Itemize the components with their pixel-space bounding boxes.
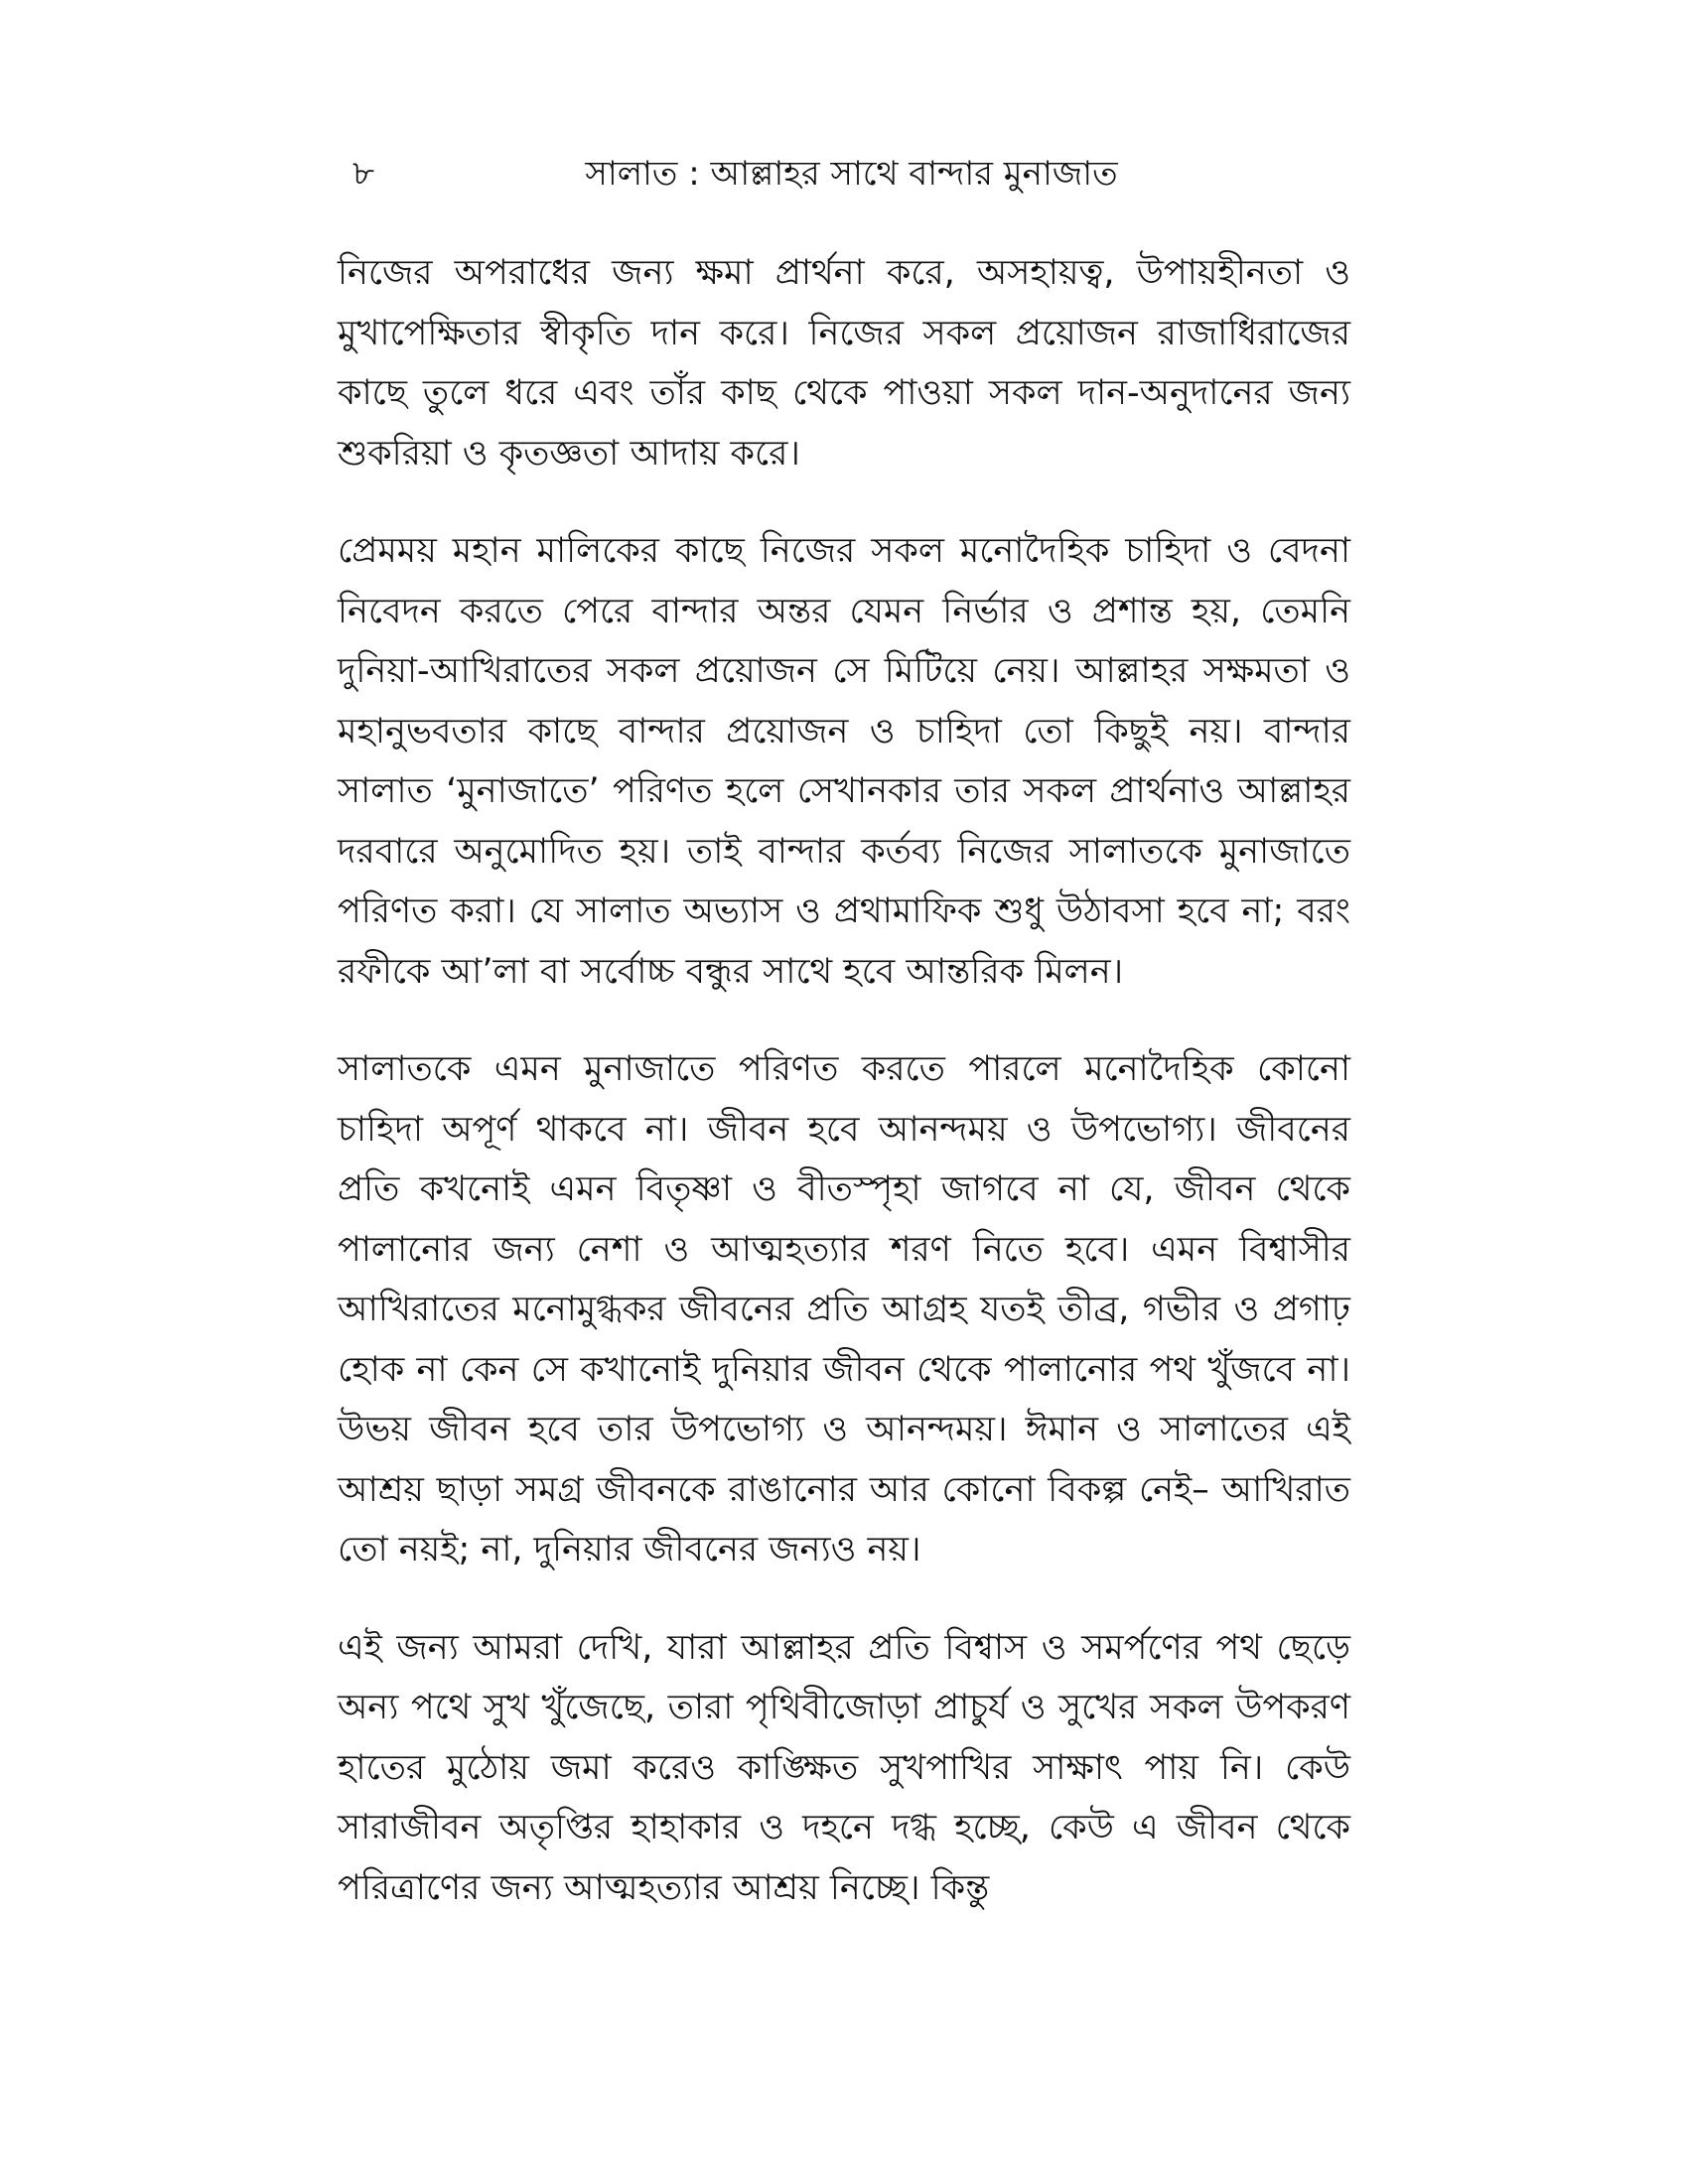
running-title: সালাত : আল্লাহর সাথে বান্দার মুনাজাত: [585, 154, 1118, 194]
paragraph-2: প্রেমময় মহান মালিকের কাছে নিজের সকল মনোদৈহিক চাহিদা ও বেদনা নিবেদন করতে পেরে বান্দার অন্তর যেমন নির্ভার ও প্রশান্ত হয়, তেমনি দুনিয়া-আখিরাতের সকল প্রয়োজন সে মিটিয়ে নেয়। আল্লাহর সক্ষমতা ও মহানুভবতার কাছে বান্দার প্রয়োজন ও চাহিদা তো কিছুই নয়। বান্দার সালাত ‘মুনাজাতে’ পরিণত হলে সেখানকার তার সকল প্রার্থনাও আল্লাহর দরবারে অনুমোদিত হয়। তাই বান্দার কর্তব্য নিজের সালাতকে মুনাজাতে পরিণত করা। যে সালাত অভ্যাস ও প্রথামাফিক শুধু উঠাবসা হবে না; বরং রফীকে আ’লা বা সর্বোচ্চ বন্ধুর সাথে হবে আন্তরিক মিলন।: [338, 531, 1350, 992]
paragraph-4: এই জন্য আমরা দেখি, যারা আল্লাহর প্রতি বিশ্বাস ও সমর্পণের পথ ছেড়ে অন্য পথে সুখ খুঁজেছে, তারা পৃথিবীজোড়া প্রাচুর্য ও সুখের সকল উপকরণ হাতের মুঠোয় জমা করেও কাঙ্ক্ষিত সুখপাখির সাক্ষাৎ পায় নি। কেউ সারাজীবন অতৃপ্তির হাহাকার ও দহনে দগ্ধ হচ্ছে, কেউ এ জীবন থেকে পরিত্রাণের জন্য আত্মহত্যার আশ্রয় নিচ্ছে। কিন্তু: [338, 1627, 1350, 1908]
page-header: [352, 144, 1350, 204]
page-number: ৮: [352, 154, 375, 194]
paragraph-3: সালাতকে এমন মুনাজাতে পরিণত করতে পারলে মনোদৈহিক কোনো চাহিদা অপূর্ণ থাকবে না। জীবন হবে আনন্দময় ও উপভোগ্য। জীবনের প্রতি কখনোই এমন বিতৃষ্ণা ও বীতস্পৃহা জাগবে না যে, জীবন থেকে পালানোর জন্য নেশা ও আত্মহত্যার শরণ নিতে হবে। এমন বিশ্বাসীর আখিরাতের মনোমুগ্ধকর জীবনের প্রতি আগ্রহ যতই তীব্র, গভীর ও প্রগাঢ় হোক না কেন সে কখানোই দুনিয়ার জীবন থেকে পালানোর পথ খুঁজবে না। উভয় জীবন হবে তার উপভোগ্য ও আনন্দময়। ঈমান ও সালাতের এই আশ্রয় ছাড়া সমগ্র জীবনকে রাঙানোর আর কোনো বিকল্প নেই– আখিরাত তো নয়ই; না, দুনিয়ার জীবনের জন্যও নয়।: [338, 1049, 1350, 1570]
paragraph-1: নিজের অপরাধের জন্য ক্ষমা প্রার্থনা করে, অসহায়ত্ব, উপায়হীনতা ও মুখাপেক্ষিতার স্বীকৃতি দান করে। নিজের সকল প্রয়োজন রাজাধিরাজের কাছে তুলে ধরে এবং তাঁর কাছ থেকে পাওয়া সকল দান-অনুদানের জন্য শুকরিয়া ও কৃতজ্ঞতা আদায় করে।: [338, 253, 1350, 474]
body-text: [338, 243, 1350, 1956]
